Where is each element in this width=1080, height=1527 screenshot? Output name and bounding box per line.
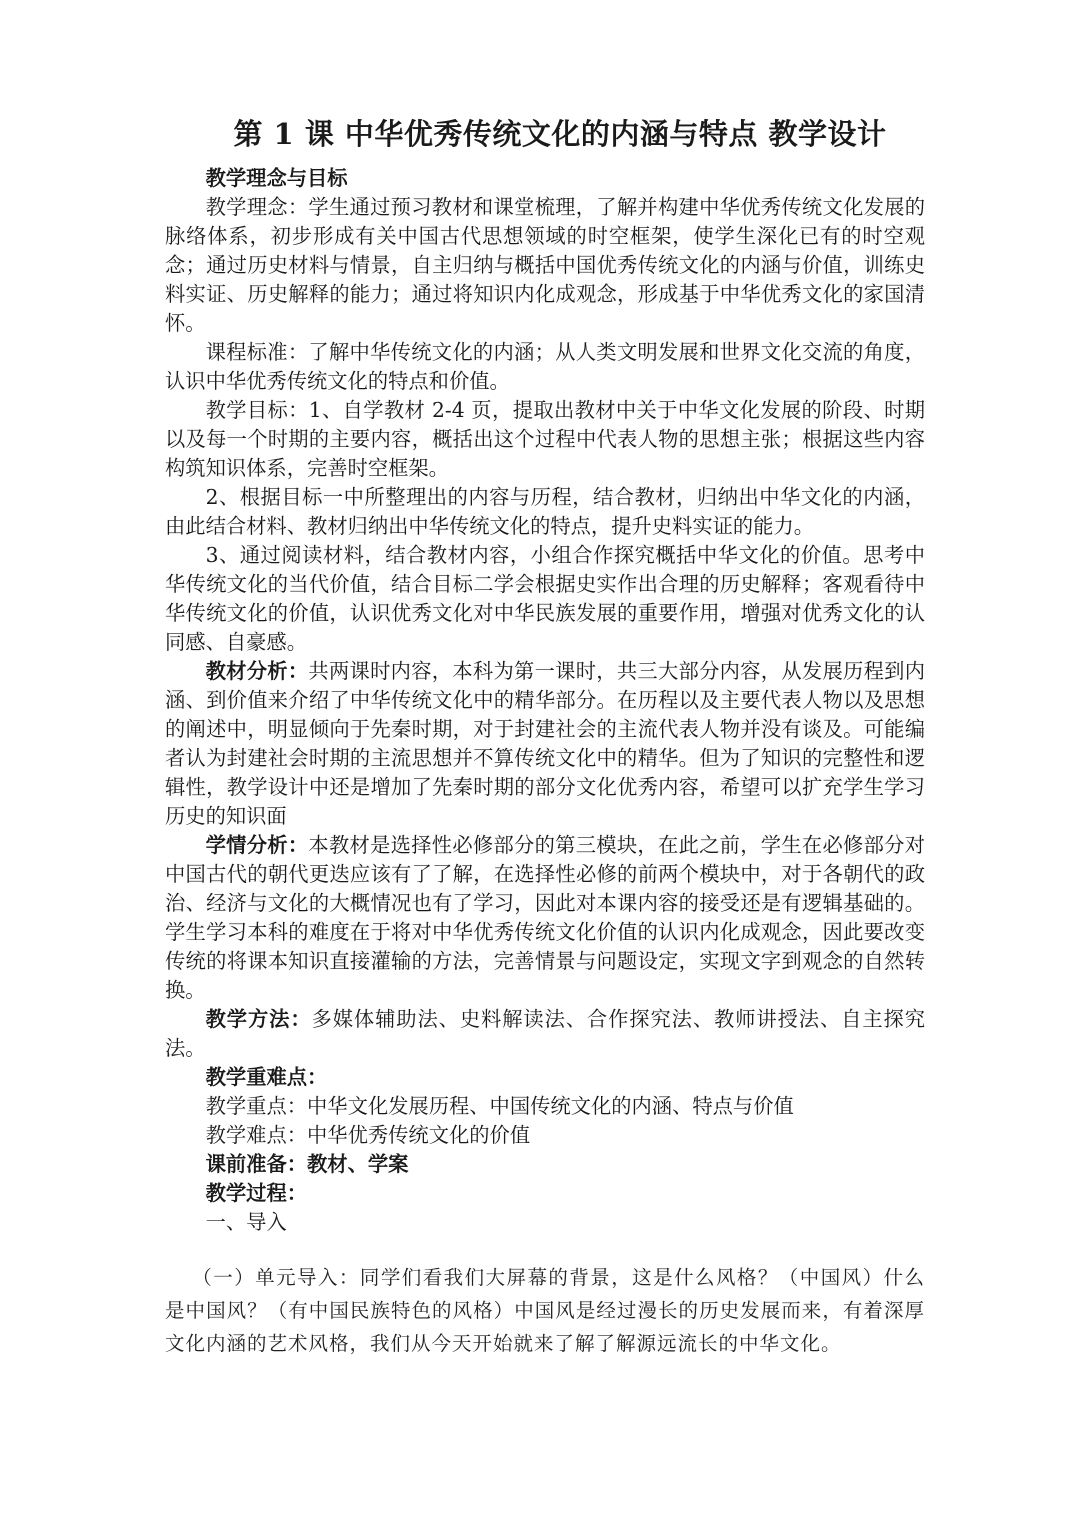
process-heading: 教学过程：: [205, 1181, 308, 1205]
keypoints-heading: 教学重难点：: [205, 1065, 328, 1089]
material-analysis-label: 教材分析：: [205, 659, 309, 683]
document-body: [165, 164, 925, 1237]
method-text: 多媒体辅助法、史料解读法、合作探究法、教师讲授法、自主探究法。: [165, 1007, 925, 1060]
method-paragraph: [165, 1005, 925, 1063]
document-title: 第 1 课 中华优秀传统文化的内涵与特点 教学设计: [233, 117, 887, 151]
unit-intro-block: [165, 1261, 925, 1360]
unit-intro-paragraph: （一）单元导入：同学们看我们大屏幕的背景，这是什么风格？（中国风）什么是中国风？（有中国民族特色的风格）中国风是经过漫长的历史发展而来，有着深厚文化内涵的艺术风格，我们从今天开始就来了解了解源远流长的中华文化。: [165, 1266, 925, 1355]
difficulty-line: 教学难点：中华优秀传统文化的价值: [205, 1123, 531, 1147]
student-analysis-text: 本教材是选择性必修部分的第三模块，在此之前，学生在必修部分对中国古代的朝代更迭应该有了了解，在选择性必修的前两个模块中，对于各朝代的政治、经济与文化的大概情况也有了学习，因此对本课内容的接受还是有逻辑基础的。学生学习本科的难度在于将对中华优秀传统文化价值的认识内化成观念，因此要改变传统的将课本知识直接灌输的方法，完善情景与问题设定，实现文字到观念的自然转换。: [165, 833, 925, 1002]
goals-heading: 教学理念与目标: [205, 166, 348, 190]
objective-3-paragraph: 3、通过阅读材料，结合教材内容，小组合作探究概括中华文化的价值。思考中华传统文化的当代价值，结合目标二学会根据史实作出合理的历史解释；客观看待中华传统文化的价值，认识优秀文化对中华民族发展的重要作用，增强对优秀文化的认同感、自豪感。: [165, 543, 925, 654]
method-label: 教学方法：: [205, 1007, 312, 1031]
student-analysis-label: 学情分析：: [205, 833, 309, 857]
philosophy-paragraph: 教学理念：学生通过预习教材和课堂梳理，了解并构建中华优秀传统文化发展的脉络体系，初步形成有关中国古代思想领域的时空框架，使学生深化已有的时空观念；通过历史材料与情景，自主归纳与概括中国优秀传统文化的内涵与价值，训练史料实证、历史解释的能力；通过将知识内化成观念，形成基于中华优秀文化的家国清怀。: [165, 195, 925, 335]
material-analysis-text: 共两课时内容，本科为第一课时，共三大部分内容，从发展历程到内涵、到价值来介绍了中华传统文化中的精华部分。在历程以及主要代表人物以及思想的阐述中，明显倾向于先秦时期，对于封建社会的主流代表人物并没有谈及。可能编者认为封建社会时期的主流思想并不算传统文化中的精华。但为了知识的完整性和逻辑性，教学设计中还是增加了先秦时期的部分文化优秀内容，希望可以扩充学生学习历史的知识面: [165, 659, 925, 828]
curriculum-paragraph: 课程标准：了解中华传统文化的内涵；从人类文明发展和世界文化交流的角度，认识中华优秀传统文化的特点和价值。: [165, 340, 925, 393]
objective-2-paragraph: 2、根据目标一中所整理出的内容与历程，结合教材，归纳出中华文化的内涵，由此结合材料、教材归纳出中华传统文化的特点，提升史料实证的能力。: [165, 485, 925, 538]
material-analysis-paragraph: [165, 657, 925, 831]
student-analysis-paragraph: [165, 831, 925, 1005]
objective-1-paragraph: 教学目标：1、自学教材 2-4 页，提取出教材中关于中华文化发展的阶段、时期以及每一个时期的主要内容，概括出这个过程中代表人物的思想主张；根据这些内容构筑知识体系，完善时空框架。: [165, 398, 925, 480]
intro-heading: 一、导入: [205, 1210, 287, 1234]
prep-line: 课前准备：教材、学案: [205, 1152, 409, 1176]
keypoint-line: 教学重点：中华文化发展历程、中国传统文化的内涵、特点与价值: [205, 1094, 794, 1118]
